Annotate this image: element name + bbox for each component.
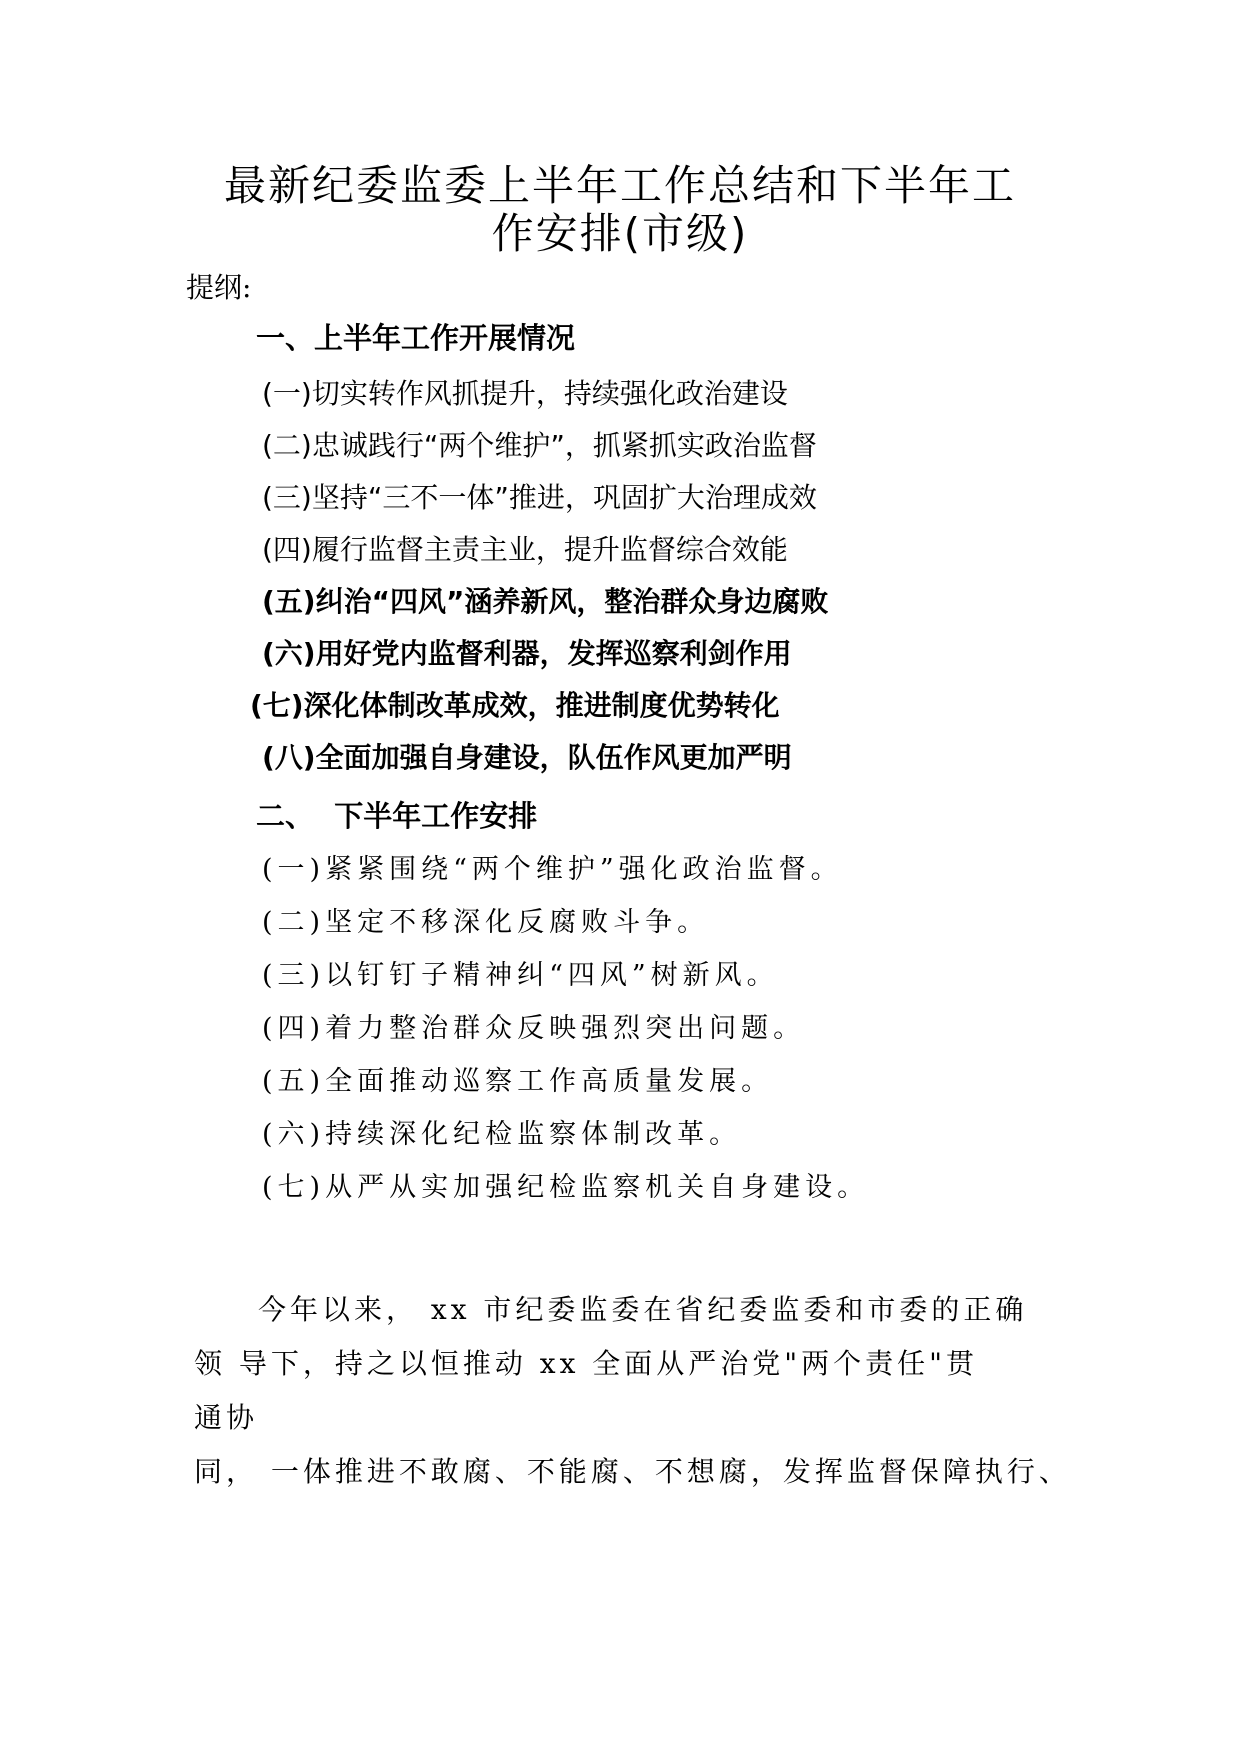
body-paragraph-line: 今年以来， xx 市纪委监委在省纪委监委和市委的正确 bbox=[258, 1293, 1028, 1326]
document-title-line-1: 最新纪委监委上半年工作总结和下半年工 bbox=[223, 161, 1016, 210]
section-heading-second-half: 二、 下半年工作安排 bbox=[256, 799, 538, 833]
second-half-item: (二)坚定不移深化反腐败斗争。 bbox=[262, 907, 710, 938]
body-paragraph-line: 同， 一体推进不敢腐、不能腐、不想腐，发挥监督保障执行、 bbox=[194, 1455, 1071, 1488]
outline-label: 提纲: bbox=[186, 271, 252, 304]
first-half-item: (八)全面加强自身建设，队伍作风更加严明 bbox=[262, 741, 792, 774]
first-half-item: (七)深化体制改革成效，推进制度优势转化 bbox=[250, 689, 780, 722]
first-half-item: (二)忠诚践行“两个维护”，抓紧抓实政治监督 bbox=[262, 429, 817, 462]
second-half-item: (七)从严从实加强纪检监察机关自身建设。 bbox=[262, 1172, 870, 1203]
second-half-item: (四)着力整治群众反映强烈突出问题。 bbox=[262, 1013, 806, 1044]
body-paragraph-line: 通协 bbox=[194, 1401, 259, 1434]
first-half-item: (六)用好党内监督利器，发挥巡察利剑作用 bbox=[262, 637, 792, 670]
second-half-item: (三)以钉钉子精神纠“四风”树新风。 bbox=[262, 960, 779, 991]
first-half-item: (三)坚持“三不一体”推进，巩固扩大治理成效 bbox=[262, 481, 817, 514]
first-half-item: (四)履行监督主责主业，提升监督综合效能 bbox=[262, 533, 788, 566]
section-heading-first-half: 一、上半年工作开展情况 bbox=[256, 321, 576, 355]
first-half-item: (五)纠治“四风”涵养新风，整治群众身边腐败 bbox=[262, 585, 829, 618]
body-paragraph-line: 领 导下，持之以恒推动 xx 全面从严治党"两个责任"贯 bbox=[194, 1347, 979, 1380]
first-half-item: (一)切实转作风抓提升，持续强化政治建设 bbox=[262, 377, 788, 410]
second-half-item: (一)紧紧围绕“两个维护”强化政治监督。 bbox=[262, 854, 843, 885]
second-half-item: (六)持续深化纪检监察体制改革。 bbox=[262, 1119, 742, 1150]
second-half-item: (五)全面推动巡察工作高质量发展。 bbox=[262, 1066, 774, 1097]
document-title-line-2: 作安排(市级) bbox=[491, 209, 749, 258]
